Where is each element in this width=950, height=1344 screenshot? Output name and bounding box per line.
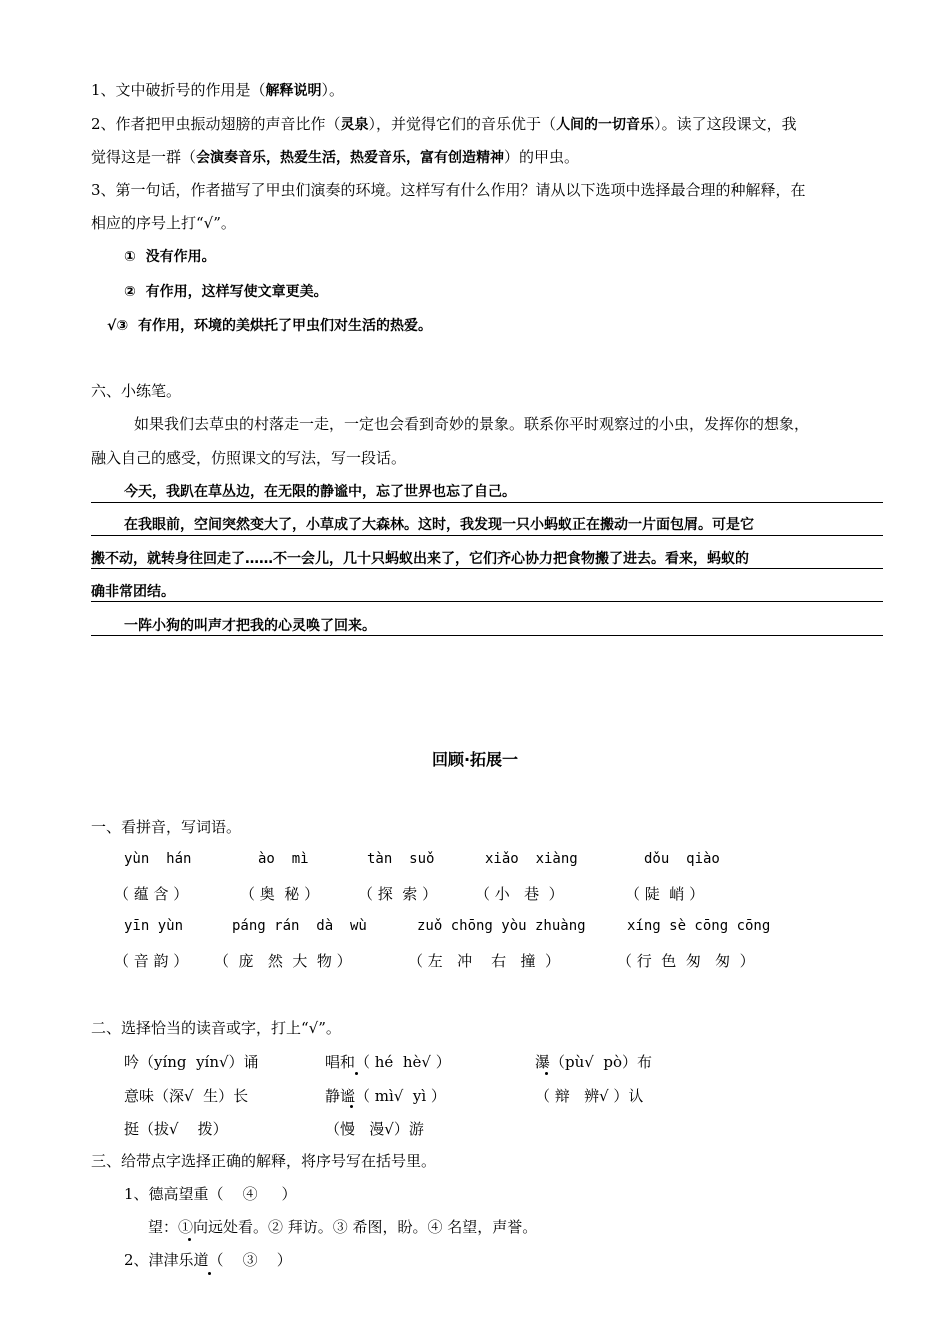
word-1-4: （ 小 巷 ）	[475, 885, 564, 903]
answer-underline-5	[91, 635, 883, 636]
answer-line-3: 搬不动，就转身往回走了……不一会儿，几十只蚂蚁出来了，它们齐心协力把食物搬了进去。看来，蚂蚁的	[91, 551, 749, 567]
word-1-1: （ 蕴 含 ）	[114, 885, 189, 903]
pinyin-1-1: yùn hán	[124, 851, 192, 867]
review-title: 回顾·拓展一	[431, 750, 519, 769]
q2-answer-1: 灵泉	[340, 117, 369, 133]
pinyin-1-2: ào mì	[258, 851, 309, 867]
review-q1-heading: 一、看拼音，写词语。	[91, 818, 242, 836]
answer-line-1: 今天，我趴在草丛边，在无限的静谧中，忘了世界也忘了自己。	[124, 484, 516, 500]
word-1-3: （ 探 索 ）	[358, 885, 438, 903]
word-2-1: （ 音 韵 ）	[114, 952, 189, 970]
pinyin-1-4: xiǎo xiàng	[485, 851, 578, 867]
pinyin-2-4: xíng sè cōng cōng	[627, 918, 771, 934]
q2-text-a: 2、作者把甲虫振动翅膀的声音比作（	[91, 115, 341, 133]
word-1-5: （ 陡 峭 ）	[625, 885, 705, 903]
pinyin-1-3: tàn suǒ	[367, 851, 435, 867]
section-6-prompt-line-1: 如果我们去草虫的村落走一走，一定也会看到奇妙的景象。联系你平时观察过的小虫，发挥你的想象，	[134, 415, 810, 433]
q2-text-b: ），并觉得它们的音乐优于（	[368, 115, 557, 133]
q2-item-1-2: 唱和（ hé hè√ ）	[325, 1053, 451, 1071]
word-2-4: （ 行 色 匆 匆 ）	[617, 952, 755, 970]
section-6-prompt-line-2: 融入自己的感受，仿照课文的写法，写一段话。	[91, 449, 407, 467]
emphasis-dot	[355, 1072, 358, 1075]
answer-underline-2	[91, 535, 883, 536]
question-3-line-1: 3、第一句话，作者描写了甲虫们演奏的环境。这样写有什么作用？请从以下选项中选择最合理的种解释，在	[91, 181, 806, 199]
q2-item-2-1: 意味（深√ 生）长	[124, 1087, 249, 1105]
q2-item-3-1: 挺（拔√ 拨）	[124, 1120, 228, 1138]
answer-line-4: 确非常团结。	[91, 584, 175, 600]
q3-item-1-definition: 望：①向远处看。② 拜访。③ 希图，盼。④ 名望，声誉。	[148, 1218, 538, 1236]
question-1	[91, 80, 344, 101]
q2-item-1-3: 瀑（pù√ pò）布	[535, 1053, 652, 1071]
q2-text-e: ）的甲虫。	[504, 148, 580, 166]
q2-item-2-2: 静谧（ mì√ yì ）	[325, 1087, 446, 1105]
section-6-heading: 六、小练笔。	[91, 382, 182, 400]
emphasis-dot	[188, 1238, 191, 1241]
q3-item-1: 1、德高望重（ ④ ）	[124, 1185, 297, 1203]
question-2-line-2	[91, 147, 579, 168]
pinyin-1-5: dǒu qiào	[644, 851, 720, 867]
word-1-2: （ 奥 秘 ）	[240, 885, 320, 903]
pinyin-2-3: zuǒ chōng yòu zhuàng	[417, 918, 586, 934]
q2-item-2-3: （ 辩 辨√ ）认	[535, 1087, 644, 1105]
word-2-2: （ 庞 然 大 物 ）	[214, 952, 352, 970]
option-1: ① 没有作用。	[124, 249, 216, 265]
review-q3-heading: 三、给带点字选择正确的解释，将序号写在括号里。	[91, 1152, 437, 1170]
emphasis-dot	[208, 1272, 211, 1275]
word-2-3: （ 左 冲 右 撞 ）	[408, 952, 560, 970]
answer-line-2: 在我眼前，空间突然变大了，小草成了大森林。这时，我发现一只小蚂蚁正在搬动一片面包屑。可是它	[124, 517, 754, 533]
question-2-line-1	[91, 114, 797, 135]
review-q2-heading: 二、选择恰当的读音或字，打上“√”。	[91, 1019, 341, 1037]
emphasis-dot	[350, 1105, 353, 1108]
emphasis-dot	[545, 1072, 548, 1075]
answer-line-5: 一阵小狗的叫声才把我的心灵唤了回来。	[124, 618, 376, 634]
q1-prefix: 1、文中破折号的作用是（	[91, 81, 266, 99]
option-2: ② 有作用，这样写使文章更美。	[124, 284, 328, 300]
q1-suffix: ）。	[321, 81, 345, 99]
pinyin-2-2: páng rán dà wù	[232, 918, 367, 934]
q2-answer-2: 人间的一切音乐	[556, 117, 655, 133]
pinyin-2-1: yīn yùn	[124, 918, 184, 934]
q3-item-2: 2、津津乐道（ ③ ）	[124, 1251, 292, 1269]
option-3-selected: √③ 有作用，环境的美烘托了甲虫们对生活的热爱。	[107, 318, 432, 334]
question-3-line-2: 相应的序号上打“√”。	[91, 214, 236, 232]
answer-underline-4	[91, 601, 883, 602]
q2-text-c: ）。读了这段课文，我	[654, 115, 797, 133]
answer-underline-3	[91, 568, 883, 569]
q2-answer-3: 会演奏音乐，热爱生活，热爱音乐，富有创造精神	[196, 150, 505, 166]
answer-underline-1	[91, 502, 883, 503]
q1-answer: 解释说明	[265, 83, 322, 99]
q2-item-1-1: 吟（yíng yín√）诵	[124, 1053, 259, 1071]
q2-text-d: 觉得这是一群（	[91, 148, 197, 166]
q2-item-3-2: （慢 漫√）游	[325, 1120, 424, 1138]
